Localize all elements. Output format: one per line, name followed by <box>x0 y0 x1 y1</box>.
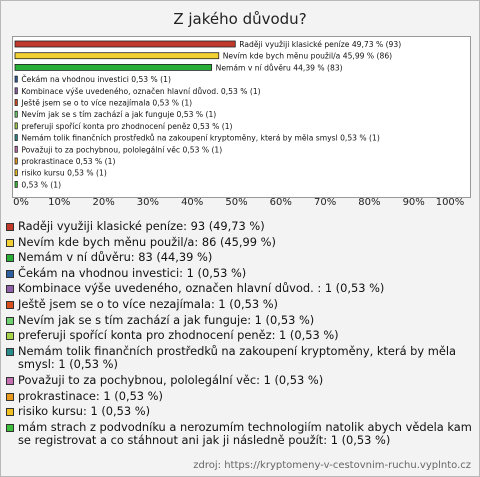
bar-data-label: Nevím jak se s tím zachází a jak funguje 0,53 % (1) <box>21 110 217 120</box>
bar <box>15 41 235 47</box>
x-tick-label: 30% <box>136 197 160 208</box>
legend-item <box>6 236 474 250</box>
bar-group <box>15 110 216 119</box>
legend-label: preferuji spořící konta pro zhodnocení peněz: 1 (0,53 %) <box>18 328 339 343</box>
bar-group <box>15 99 192 108</box>
legend-item <box>6 329 474 343</box>
legend-item <box>6 267 474 281</box>
legend-label: Nevím kde bych měnu použil/a: 86 (45,99 %) <box>18 234 276 249</box>
legend-swatch <box>6 223 14 231</box>
legend-swatch <box>6 301 14 309</box>
bar-group <box>15 180 61 189</box>
legend-item <box>6 405 474 419</box>
legend-item <box>6 282 474 296</box>
legend-swatch <box>6 239 14 247</box>
legend-swatch <box>6 377 14 385</box>
bar <box>15 181 17 187</box>
legend-item <box>6 421 474 448</box>
x-tick-label: 80% <box>358 197 381 208</box>
bar-group <box>15 134 380 143</box>
legend-swatch <box>6 424 14 432</box>
bar <box>15 88 17 94</box>
x-axis-tick-labels <box>1 197 480 215</box>
legend-swatch <box>6 317 14 325</box>
legend-item <box>6 345 474 372</box>
legend-swatch <box>6 332 14 340</box>
bar-group <box>15 52 392 61</box>
legend-swatch <box>6 285 14 293</box>
legend-label: risiko kursu: 1 (0,53 %) <box>18 404 151 419</box>
bar-data-label: Nemám v ní důvěru 44,39 % (83) <box>215 63 343 73</box>
legend-item <box>6 220 474 234</box>
legend-label: Považuji to za pochybnou, pololegální věc: 1 (0,53 %) <box>18 372 324 387</box>
legend-item <box>6 374 474 388</box>
bar-group <box>15 63 343 72</box>
bar-data-label: Čekám na vhodnou investici 0,53 % (1) <box>21 75 171 85</box>
legend-item <box>6 314 474 328</box>
bar <box>15 146 17 152</box>
legend-label: Ještě jsem se o to více nezajímala: 1 (0,53 %) <box>18 296 278 311</box>
bar-data-label: Považuji to za pochybnou, pololegální věc 0,53 % (1) <box>21 145 223 155</box>
legend-item <box>6 390 474 404</box>
x-tick-label: 20% <box>92 197 115 208</box>
legend-label: Nemám v ní důvěru: 83 (44,39 %) <box>18 250 213 265</box>
bar <box>15 123 17 129</box>
legend <box>6 220 474 450</box>
legend-swatch <box>6 348 14 356</box>
bar-data-label: 0,53 % (1) <box>21 180 62 190</box>
bar-group <box>15 87 261 96</box>
bar-group <box>15 145 222 154</box>
legend-swatch <box>6 393 14 401</box>
bar <box>15 158 17 164</box>
x-tick-label: 90% <box>402 197 425 208</box>
bar-group <box>15 40 401 49</box>
legend-swatch <box>6 408 14 416</box>
legend-label: prokrastinace: 1 (0,53 %) <box>18 388 163 403</box>
bar-group <box>15 157 115 166</box>
plot-area <box>12 36 471 198</box>
x-tick-label: 40% <box>181 197 204 208</box>
legend-label: mám strach z podvodníku a nerozumím technologiím natolik abych vědela kam se registrovat a co stáhnout ani jak ji následně použít: 1 (0,53 %) <box>18 419 472 448</box>
bar-data-label: prokrastinace 0,53 % (1) <box>21 157 116 166</box>
bar-data-label: risiko kursu 0,53 % (1) <box>21 168 107 178</box>
legend-label: Kombinace výše uvedeného, označen hlavní důvod. : 1 (0,53 %) <box>18 281 385 296</box>
legend-label: Čekám na vhodnou investici: 1 (0,53 %) <box>18 265 247 280</box>
bar-data-label: preferuji spořící konta pro zhodnocení peněz 0,53 % (1) <box>21 121 233 131</box>
bar-data-label: Nemám tolik finančních prostředků na zakoupení kryptoměny, která by měla smysl 0,53 % (1) <box>21 133 380 143</box>
x-tick-label: 10% <box>48 197 71 208</box>
x-tick-label: 0% <box>13 197 29 208</box>
bar-group <box>15 169 107 178</box>
bar-group <box>15 75 171 84</box>
x-tick-label: 100% <box>435 197 465 208</box>
legend-swatch <box>6 254 14 262</box>
bar <box>15 111 17 117</box>
x-tick-label: 70% <box>313 197 337 208</box>
bars-svg <box>13 37 470 197</box>
x-tick-label: 60% <box>269 197 292 208</box>
source-note: zdroj: https://kryptomeny-v-cestovnim-ruchu.vyplnto.cz <box>193 460 471 471</box>
legend-swatch <box>6 270 14 278</box>
legend-item <box>6 298 474 312</box>
bar-data-label: Raději využiji klasické peníze 49,73 % (93) <box>239 40 402 49</box>
bar-data-label: Kombinace výše uvedeného, označen hlavní důvod. 0,53 % (1) <box>21 86 261 96</box>
bar <box>15 135 17 141</box>
legend-label: Nemám tolik finančních prostředků na zakoupení kryptoměny, která by měla smysl: 1 (0,53 %) <box>18 343 457 372</box>
bar-data-label: Ještě jsem se o to více nezajímala 0,53 % (1) <box>21 98 193 108</box>
bar-data-label: Nevím kde bych měnu použil/a 45,99 % (86) <box>222 51 393 61</box>
legend-label: Nevím jak se s tím zachází a jak funguje: 1 (0,53 %) <box>18 312 315 327</box>
bar <box>15 64 212 70</box>
chart-title: Z jakého důvodu? <box>173 10 307 28</box>
bar <box>15 100 17 106</box>
bar-group <box>15 122 233 131</box>
bar <box>15 170 17 176</box>
bar <box>15 76 17 82</box>
legend-label: Raději využiji klasické peníze: 93 (49,73 %) <box>18 219 265 233</box>
legend-item <box>6 251 474 265</box>
bar <box>15 53 219 59</box>
x-tick-label: 50% <box>225 197 248 208</box>
